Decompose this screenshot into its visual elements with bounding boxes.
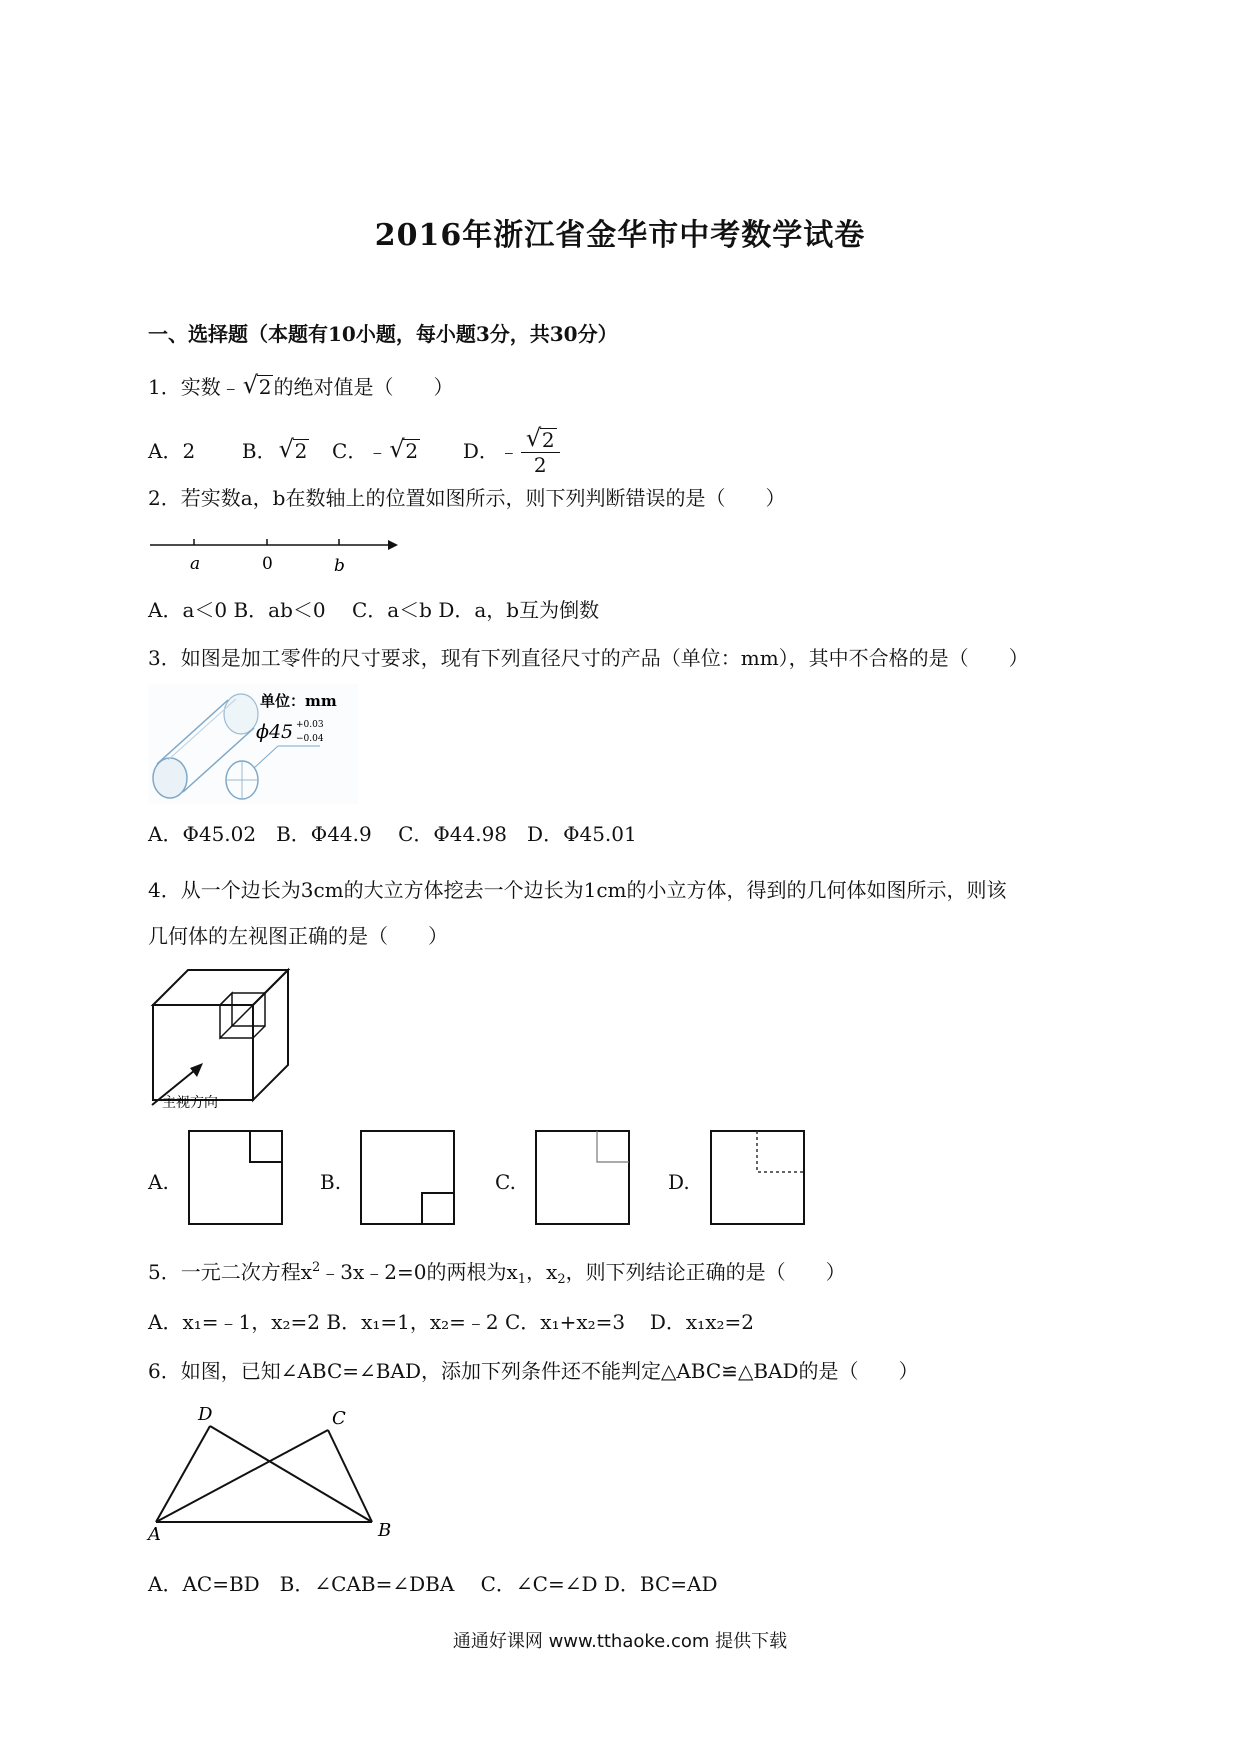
q5-option-b: B．x₁=1，x₂=﹣2 [326,1310,499,1334]
notch-left [220,993,232,1038]
notch-bottom-depth [253,1026,265,1038]
question-2-stem: 2．若实数a，b在数轴上的位置如图所示，则下列判断错误的是（ ） [148,486,786,510]
section-heading: 一、选择题（本题有10小题，每小题3分，共30分） [148,322,618,346]
q5-stem-end: ，则下列结论正确的是（ ） [565,1260,846,1284]
question-6-stem: 6．如图，已知∠ABC=∠BAD，添加下列条件还不能判定△ABC≌△BAD的是（ ） [148,1359,919,1383]
question-3-stem: 3．如图是加工零件的尺寸要求，现有下列直径尺寸的产品（单位：mm），其中不合格的是（ ） [148,646,1029,670]
q1-option-b-radicand: 2 [294,439,308,463]
q5-option-d: D．x₁x₂=2 [649,1310,754,1334]
hidden-edge-dashed [757,1131,804,1172]
q1-stem-radical: √ 2 [242,371,272,399]
question-2-options: A．a＜0 B．ab＜0 C．a＜b D．a，b互为倒数 [148,598,600,622]
q4-option-d-label: D. [668,1170,690,1194]
question-1-stem [148,371,453,400]
q4-option-c-label: C. [495,1170,516,1194]
q4-option-b-label: B. [320,1170,342,1194]
cylinder-part-figure [148,684,358,804]
triangle-figure [146,1400,396,1545]
outer-square [189,1131,282,1224]
number-line-arrow [388,540,398,550]
q1-stem-pre: 1．实数﹣ [148,375,241,399]
number-line-figure [148,528,398,578]
question-6-options: A．AC=BD B．∠CAB=∠DBA C．∠C=∠D D．BC=AD [148,1572,718,1596]
q1-option-c-label: C．﹣ [332,439,388,463]
q5-stem-pre: 5．一元二次方程x [148,1260,313,1284]
q1-option-d-denominator: 2 [533,453,547,477]
inner-square-bottom-right [422,1193,454,1224]
question-5-options [148,1306,754,1335]
inner-square-top-right [250,1131,282,1162]
label-b: b [334,556,345,576]
q1-option-a: A．2 [148,439,196,463]
vertex-c-label: C [332,1408,346,1429]
dimension-label: ϕ45 [256,721,294,743]
q1-option-d-numerator: 2 [541,428,555,452]
q1-option-b-radical: √ 2 [278,435,308,463]
q4-option-a-figure [188,1130,284,1226]
q4-option-b-figure [360,1130,456,1226]
q1-stem-radicand: 2 [258,375,272,399]
outer-square [536,1131,629,1224]
vertex-a-label: A [148,1524,161,1545]
cube-right-face [253,970,288,1100]
q5-option-a: A．x₁=﹣1，x₂=2 [148,1310,321,1334]
question-1-options [148,424,562,477]
q4-option-c-figure [535,1130,631,1226]
unit-label: 单位：mm [260,692,337,710]
page-title: 2016年浙江省金华市中考数学试卷 [374,218,866,253]
question-3-options: A．Φ45.02 B．Φ44.9 C．Φ44.98 D．Φ45.01 [148,822,637,846]
question-4-stem-line-2: 几何体的左视图正确的是（ ） [148,924,448,948]
question-5-stem [148,1256,846,1287]
q1-option-b-label: B． [241,439,277,463]
q1-stem-post: 的绝对值是（ ） [273,375,454,399]
q5-stem-sub-1: 1 [517,1272,527,1287]
q4-option-d-figure [710,1130,806,1226]
q4-option-a-label: A. [148,1170,169,1194]
segment-db [210,1426,372,1522]
footer-source-note: 通通好课网 www.tthaoke.com 提供下载 [452,1631,788,1652]
notch-back [232,993,265,1026]
q5-stem-mid: ，x [526,1260,558,1284]
q1-option-d-label: D．﹣ [462,439,519,463]
q5-stem-post: ﹣3x﹣2=0的两根为x [320,1260,518,1284]
label-zero: 0 [262,554,273,574]
vertex-d-label: D [198,1404,213,1425]
view-direction-arrowhead [190,1063,203,1077]
q5-stem-sup: 2 [312,1260,321,1275]
label-a: a [190,554,201,574]
q5-stem-sub-2: 2 [557,1272,566,1287]
vertex-b-label: B [378,1520,392,1541]
inner-square-thin [597,1131,629,1162]
lower-tolerance: −0.04 [296,734,324,744]
q5-option-c: C．x₁+x₂=3 [505,1310,626,1334]
outer-square [361,1131,454,1224]
cube-top-face [153,970,288,1005]
question-4-stem-line-1: 4．从一个边长为3cm的大立方体挖去一个边长为1cm的小立方体，得到的几何体如图所示，则该 [148,878,1007,902]
upper-tolerance: +0.03 [296,720,324,730]
q1-option-d-fraction: √ 2 2 [521,428,560,477]
cube-figure [148,960,298,1120]
view-direction-label: 主视方向 [162,1095,218,1111]
q1-option-c-radicand: 2 [405,439,419,463]
q1-option-c-radical: √ 2 [389,435,419,463]
